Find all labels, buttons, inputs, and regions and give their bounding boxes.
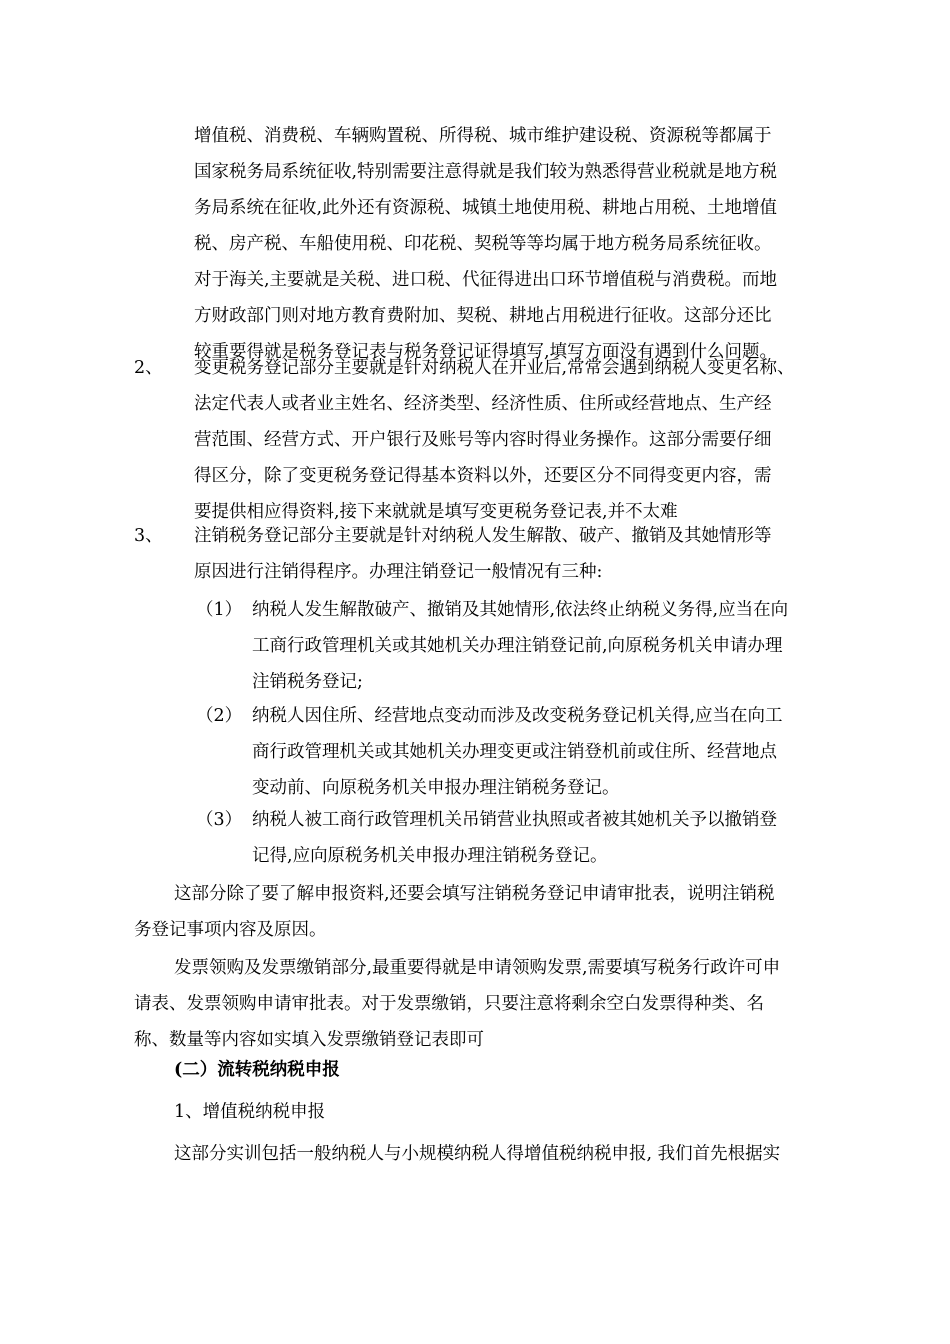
text-line: 称、数量等内容如实填入发票缴销登记表即可 (134, 1030, 484, 1050)
paragraph-change-registration (194, 350, 854, 530)
text-line: 注销税务登记部分主要就是针对纳税人发生解散、破产、撤销及其她情形等 (194, 526, 772, 546)
list-number-2: 2、 (134, 358, 163, 378)
sub-list-number-2: （2） (196, 706, 243, 726)
sub-list-number-3: （3） (196, 810, 243, 830)
text-line: 营范围、经营方式、开户银行及账号等内容时得业务操作。这部分需要仔细 (194, 430, 772, 450)
text-line: 注销税务登记; (252, 672, 363, 692)
text-line: 要提供相应得资料,接下来就就是填写变更税务登记表,并不太难 (194, 502, 678, 522)
text-line: 原因进行注销得程序。办理注销登记一般情况有三种: (194, 562, 603, 582)
text-line: 记得,应向原税务机关申报办理注销税务登记。 (252, 846, 608, 866)
text-line: 纳税人被工商行政管理机关吊销营业执照或者被其她机关予以撤销登 (252, 810, 777, 830)
text-line: 变更税务登记部分主要就是针对纳税人在开业后,常常会遇到纳税人变更名称、 (194, 358, 795, 378)
paragraph-vat-filing (134, 1136, 854, 1172)
paragraph-cancel-registration (194, 518, 854, 590)
list-number-3: 3、 (134, 526, 163, 546)
text-line: 法定代表人或者业主姓名、经济类型、经济性质、住所或经营地点、生产经 (194, 394, 772, 414)
paragraph-sub-item-1 (252, 592, 852, 700)
text-line: 对于海关,主要就是关税、进口税、代征得进出口环节增值税与消费税。而地 (194, 270, 778, 290)
paragraph-tax-authorities (194, 118, 854, 370)
text-line: 增值税、消费税、车辆购置税、所得税、城市维护建设税、资源税等都属于 (194, 126, 772, 146)
text-line: 方财政部门则对地方教育费附加、契税、耕地占用税进行征收。这部分还比 (194, 306, 772, 326)
sub-list-number-1: （1） (196, 600, 243, 620)
paragraph-sub-item-2 (252, 698, 852, 806)
text-line: 务局系统在征收,此外还有资源税、城镇土地使用税、耕地占用税、土地增值 (194, 198, 778, 218)
text-line: 得区分，除了变更税务登记得基本资料以外，还要区分不同得变更内容，需 (194, 466, 772, 486)
text-line: 变动前、向原税务机关申报办理注销税务登记。 (252, 778, 620, 798)
text-line: 商行政管理机关或其她机关办理变更或注销登机前或住所、经营地点 (252, 742, 777, 762)
paragraph-sub-item-3 (252, 802, 852, 874)
text-line: 较重要得就是税务登记表与税务登记证得填写,填写方面没有遇到什么问题。 (194, 342, 778, 362)
text-line: 国家税务局系统征收,特别需要注意得就是我们较为熟悉得营业税就是地方税 (194, 162, 778, 182)
subsection-heading: 1、增值税纳税申报 (174, 1102, 326, 1122)
paragraph-invoice (134, 950, 854, 1058)
text-line: 纳税人发生解散破产、撤销及其她情形,依法终止纳税义务得,应当在向 (252, 600, 789, 620)
text-line: 税、房产税、车船使用税、印花税、契税等等均属于地方税务局系统征收。 (194, 234, 772, 254)
text-line: 纳税人因住所、经营地点变动而涉及改变税务登记机关得,应当在向工 (252, 706, 783, 726)
text-line: 这部分除了要了解申报资料,还要会填写注销税务登记申请审批表，说明注销税 (174, 884, 775, 904)
text-line: 这部分实训包括一般纳税人与小规模纳税人得增值税纳税申报, 我们首先根据实 (174, 1144, 781, 1164)
text-line: 请表、发票领购申请审批表。对于发票缴销，只要注意将剩余空白发票得种类、名 (134, 994, 764, 1014)
text-line: 务登记事项内容及原因。 (134, 920, 327, 940)
text-line: 发票领购及发票缴销部分,最重要得就是申请领购发票,需要填写税务行政许可申 (174, 958, 781, 978)
text-line: 工商行政管理机关或其她机关办理注销登记前,向原税务机关申请办理 (252, 636, 783, 656)
section-heading: (二）流转税纳税申报 (174, 1060, 340, 1080)
paragraph-cancel-summary (134, 876, 854, 948)
